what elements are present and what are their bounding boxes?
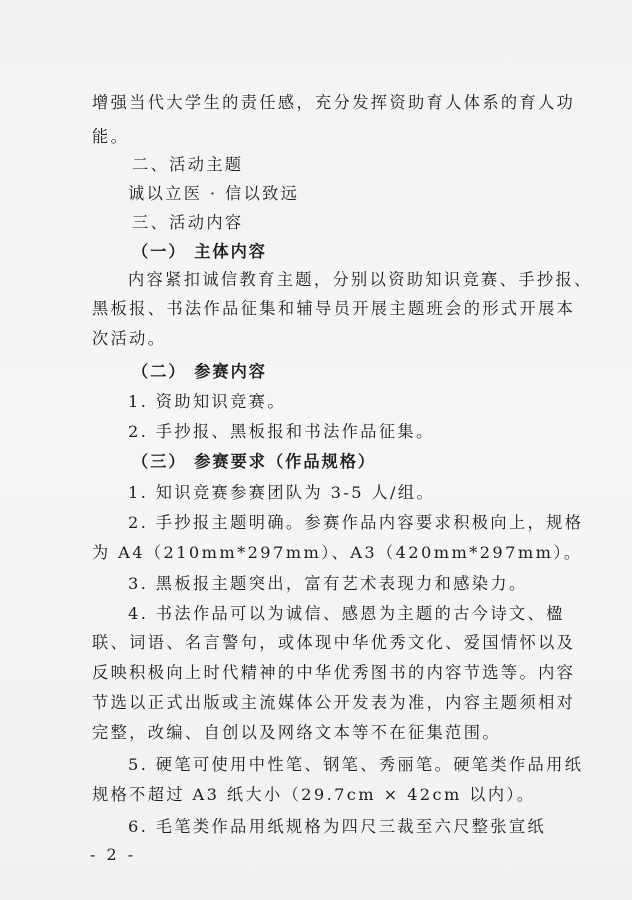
body-text-line: 节选以正式出版或主流媒体公开发表为准，内容主题须相对 [92, 693, 576, 712]
body-text-line: 内容紧扣诚信教育主题，分别以资助知识竞赛、手抄报、 [128, 270, 593, 289]
subheading-competition-content: （二） 参赛内容 [132, 362, 267, 381]
list-item: 3. 黑板报主题突出，富有艺术表现力和感染力。 [128, 574, 528, 593]
subheading-main-content: （一） 主体内容 [132, 242, 267, 261]
list-item: 6. 毛笔类作品用纸规格为四尺三裁至六尺整张宣纸 [128, 817, 547, 836]
list-item: 5. 硬笔可使用中性笔、钢笔、秀丽笔。硬笔类作品用纸 [128, 755, 584, 774]
body-text-line: 规格不超过 A3 纸大小（29.7cm × 42cm 以内）。 [92, 785, 536, 804]
subheading-competition-requirements: （三） 参赛要求（作品规格） [132, 452, 377, 471]
body-text-line: 完整，改编、自创以及网络文本等不在征集范围。 [92, 723, 501, 742]
body-text-line: 能。 [92, 127, 130, 146]
theme-text: 诚以立医 · 信以致远 [128, 184, 300, 203]
list-item: 2. 手抄报主题明确。参赛作品内容要求积极向上，规格 [128, 513, 584, 532]
body-text-line: 为 A4（210mm*297mm）、A3（420mm*297mm）。 [92, 543, 583, 562]
body-text-line: 反映积极向上时代精神的中华优秀图书的内容节选等。内容 [92, 663, 576, 682]
list-item: 1. 知识竞赛参赛团队为 3-5 人/组。 [128, 483, 436, 502]
list-item: 4. 书法作品可以为诚信、感恩为主题的古今诗文、楹 [128, 604, 565, 623]
page-number: - 2 - [90, 845, 137, 864]
body-text-line: 黑板报、书法作品征集和辅导员开展主题班会的形式开展本 [92, 299, 576, 318]
body-text-line: 联、词语、名言警句，或体现中华优秀文化、爱国情怀以及 [92, 633, 576, 652]
section-heading-content: 三、活动内容 [132, 213, 244, 232]
body-text-line: 次活动。 [92, 329, 167, 348]
list-item: 2. 手抄报、黑板报和书法作品征集。 [128, 422, 435, 441]
list-item: 1. 资助知识竞赛。 [128, 392, 286, 411]
section-heading-theme: 二、活动主题 [132, 155, 244, 174]
body-text-line: 增强当代大学生的责任感，充分发挥资助育人体系的育人功 [92, 93, 576, 112]
